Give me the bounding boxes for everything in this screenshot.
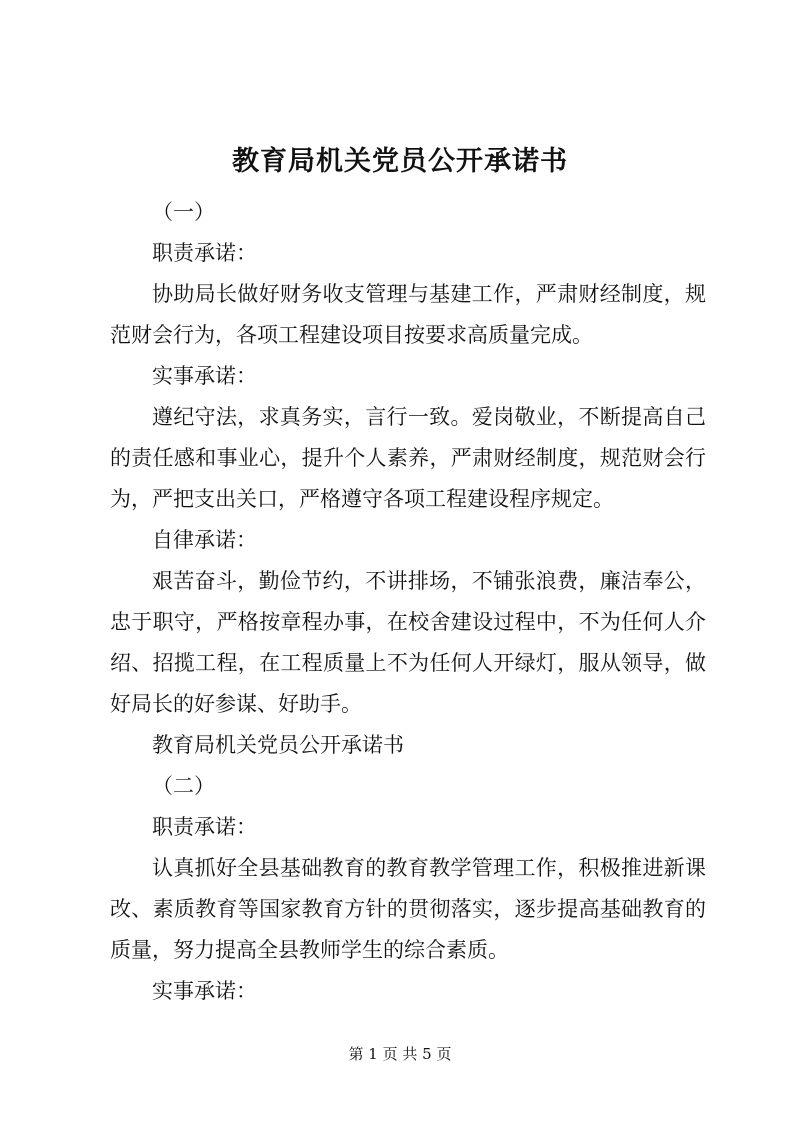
section-heading: 职责承诺： (152, 241, 257, 265)
section-number: （一） (152, 200, 215, 224)
body-paragraph: 遵纪守法，求真务实，言行一致。爱岗敬业，不断提高自己的责任感和事业心，提升个人素养，严肃财经制度，规范财会行为，严把支出关口，严格遵守各项工程建设程序规定。 (110, 405, 706, 511)
body-paragraph: 协助局长做好财务收支管理与基建工作，严肃财经制度，规范财会行为，各项工程建设项目按要求高质量完成。 (110, 282, 706, 347)
section-heading: 职责承诺： (152, 815, 257, 839)
document-body (110, 192, 706, 1012)
section-heading: 实事承诺： (152, 364, 257, 388)
subtitle-line: 教育局机关党员公开承诺书 (152, 733, 404, 757)
body-paragraph: 认真抓好全县基础教育的教育教学管理工作，积极推进新课改、素质教育等国家教育方针的贯彻落实，逐步提高基础教育的质量，努力提高全县教师学生的综合素质。 (110, 856, 706, 962)
section-heading: 自律承诺： (152, 528, 257, 552)
page-footer: 第 1 页 共 5 页 (348, 1045, 452, 1063)
document-title: 教育局机关党员公开承诺书 (232, 146, 568, 177)
body-paragraph: 艰苦奋斗，勤俭节约，不讲排场，不铺张浪费，廉洁奉公，忠于职守，严格按章程办事，在校舍建设过程中，不为任何人介绍、招揽工程，在工程质量上不为任何人开绿灯，服从领导，做好局长的好参谋、好助手。 (110, 569, 706, 716)
section-number: （二） (152, 774, 215, 798)
section-heading: 实事承诺： (152, 979, 257, 1003)
